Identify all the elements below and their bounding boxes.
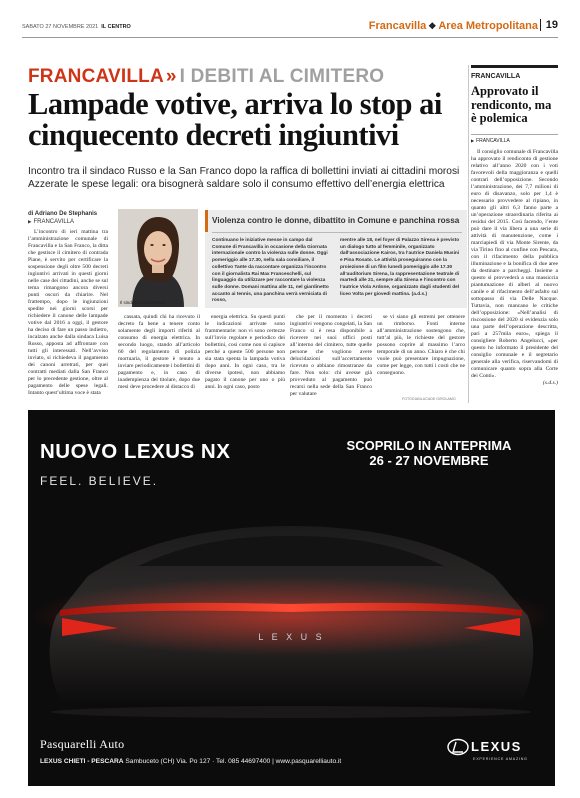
article-paragraph: che per il momento i decreti ingiuntivi vengono congelati, la San Franco si è resa disponibile a ricevere nei suoi uffici posti all’interno del cimitero, tutte quelle persone che vogliono avere delucidazioni sull’accertamento ricevuto o abbiano rimostranze da fare. Non solo: chi avesse già provveduto al pagamento può recarsi nella sede della San Franco per valutare [290,314,372,397]
article-column-1 [28,229,108,405]
location-tag: ▶ FRANCAVILLA [28,218,97,226]
preview-line-1: SCOPRILO IN ANTEPRIMA [346,438,512,453]
mayor-photo [118,209,198,307]
dealer-address-line [40,758,341,765]
article-column-5 [377,314,465,396]
page-number: 19 [540,19,558,31]
article-column-3 [205,314,285,405]
lexus-emblem-icon [447,738,469,756]
box-text-left: Continuano le iniziative messe in campo dal Comune di Francavilla in occasione della Giornata internazionale contro la violenza sulle donne. Oggi pomeriggio alle 17.30, nella sala consiliare, il collettivo Tante da raccontare organizza l’incontro con il giornalista Rai Max Franceschelli, sul linguaggio da utilizzare per raccontare la violenza sulle donne. Domani mattina alle 11, nel giardinetto accanto ai tennis, una panchina verrà verniciata di rosso, [212,238,329,304]
sidebar-location-tag: ▶ FRANCAVILLA [471,134,558,144]
article-column-4 [290,314,372,405]
article-paragraph: L’incontro di ieri mattina tra l’amministrazione comunale di Francavilla e la San Franco, la ditta che gestisce il cimitero di contrada Piane, è servito per certificare la sospensione degli oltre 500 decreti ingiuntivi arrivati in questi giorni nelle case dei cittadini, anche se sul tema rimangono ancora diversi punti oscuri da chiarire. Nel frattempo, dopo le ingiunzioni spedite nei giorni scorsi per richiedere il canone delle lampade votive dal 2016 a oggi, il gestore ha deciso di fare un passo indietro, incalzato anche dalla sindaca Luisa Russo, apposta ad affrontare con tutti gli interessati. Nell’avviso inviato, si richiedeva il pagamento dei canoni arretrati, per quei contratti mediati dalla San Franco per lo precedente gestione, oltre al pagamento delle spese legali. Intanto quest’ultima voce è stata [28,229,108,396]
author-name: di Adriano De Stephanis [28,211,98,217]
ad-preview-dates [319,439,539,468]
article-headline: Lampade votive, arriva lo stop ai cinquecento decreti ingiuntivi [28,87,442,152]
sidebar-town: FRANCAVILLA [471,73,521,80]
article-deck: Incontro tra il sindaco Russo e la San Franco dopo la raffica di bollettini inviati ai cittadini morosi Azzerate le spese legali: ora bisognerà saldare solo il consumo effettivo dell’energia elettrica [28,166,460,190]
car-rear-image [28,506,555,746]
box-accent-bar [205,210,208,232]
section-separator-icon: ❖ [428,21,437,31]
lexus-logo [447,736,539,766]
logo-wordmark: LEXUS [471,739,522,754]
sidebar-paragraph: Il consiglio comunale di Francavilla ha approvato il rendiconto di gestione relativo all’anno 2020 con i voti favorevoli della maggioranza e quelli contrari dell’opposizione. Secondo l’amministrazione, dei 7,7 milioni di euro di disavanzo, solo per 1,4 è necessario provvedere al ripiano, in quanto gli altri 6,3 fanno parte a un’operazione straordinaria riferita ai residui del 2015. Così facendo, l’ente può dare il via libera a una serie di attività di manutenzione, come i marciapiedi di via Monte Sirente, da via Tirino fino al confine con Pescara, con il rifacimento della pubblica illuminazione e la bonifica di due aree da destinare a parcheggi. Insieme a questo si provvederà a una massiccia piantumazione di alberi al nuovo canile e al rifacimento dell’asfalto sul sottopasso di via Delle Nacque. Tuttavia, non mancano le critiche dell’opposizione: «Nell’analisi di riscossione del 2020 si evidenzia solo una parte dell’operazione descritta, pari a 257mila euro», spiega il consigliere Roberto Angelucci, «per questo ho informato il presidente del consiglio comunale e il segretario generale alla verifica, riservandomi di comunicare quanto sopra alla Corte dei Conti». [471,148,558,379]
sidebar-signature: (s.d.s.) [542,379,558,386]
article-kicker [28,67,384,87]
sidebar-top-rule [471,65,558,68]
box-title: Violenza contro le donne, dibattito in Comune e panchina rossa [212,216,460,225]
sidebar-article [471,65,558,397]
section-left: Francavilla [368,20,427,32]
preview-line-2: 26 - 27 NOVEMBRE [369,452,489,468]
car-badge: L E X U S [258,632,325,642]
dealer-address: Sambuceto (CH) Via. Po 127 · Tel. 085 44697400 | www.pasquarelliauto.it [125,758,342,765]
dealer-name: Pasquarelli Auto [40,737,125,751]
kicker-topic: I DEBITI AL CIMITERO [179,66,385,87]
page-header [22,18,558,38]
logo-tagline: EXPERIENCE AMAZING [473,757,528,761]
photo-caption: Il sindaco Luisa Russo [120,300,166,305]
paper-name: IL CENTRO [101,24,131,30]
article-paragraph: se vi siano gli estremi per ottenere un rimborso. Fonti interne all’amministrazione sostengono che, tutt’al più, le richieste del gestore possono coprire al massimo l’arco temporale di un anno. Chiaro è che chi vuole può presentare impugnazione, come per legge, con tutti i costi che ne conseguono. [377,314,465,376]
violence-event-box [205,210,467,308]
kicker-arrows-icon: » [165,66,177,87]
issue-date: SABATO 27 NOVEMBRE 2021 [22,24,99,30]
dealer-cities: LEXUS CHIETI - PESCARA [40,758,124,765]
kicker-town: FRANCAVILLA [28,66,164,87]
sidebar-headline: Approvato il rendiconto, ma è polemica [471,84,552,125]
lexus-advertisement[interactable] [28,410,555,786]
issue-date-line [22,24,131,30]
box-divider [212,232,462,233]
ad-headline: NUOVO LEXUS NX [40,440,231,463]
article-paragraph: energia elettrica. Su questi punti le indicazioni arrivate sono frammentarie: non vi sono certezze sull’invio regolare e periodico dei bollettini, così come non si capisce perché a queste 500 persone non sia stata spenta la lampada votiva dopo anni. In ogni caso, tra le diverse ipotesi, non abbiamo pagato il canone per uno o più anni. In ogni caso, posto [205,314,285,390]
photo-credit: FOTOGIANLUCADE GIROLAMO [402,397,456,401]
sidebar-body [471,149,558,397]
section-right: Area Metropolitana [438,20,538,32]
box-text-right: mentre alle 18, nel foyer di Palazzo Sirena è previsto un dialogo tutto al femminile, organizzato dall’associazione Kairos, tra l’autrice Daniela Musini e Pina Rosato. Le attività proseguiranno con la proiezione di un film lunedì pomeriggio alle 17.30 all’auditorium Sirena, la rappresentazione teatrale di martedì alle 21, sempre alla Sirena e l’incontro con l’autrice Viola Ardone, organizzato dagli studenti del liceo Volta per giovedì mattina. (a.d.s.) [340,238,460,297]
article-byline [28,210,97,226]
article-paragraph: cassata, quindi chi ha ricevuto il decreto fa bene a tenere conto solamente degli importi riferiti al consumo di energia elettrica. In secondo luogo, stando all’articolo 60 del regolamento di polizia mortuaria, il gestore è tenuto a inviare periodicamente i bollettini di pagamento e, in caso di inadempienza del titolare, dopo due mesi deve procedere al distacco di [118,314,200,390]
article-column-2 [118,314,200,405]
column-divider [468,65,469,403]
section-heading [369,20,538,32]
ad-slogan: FEEL. BELIEVE. [40,474,159,488]
portrait-image [118,209,198,307]
